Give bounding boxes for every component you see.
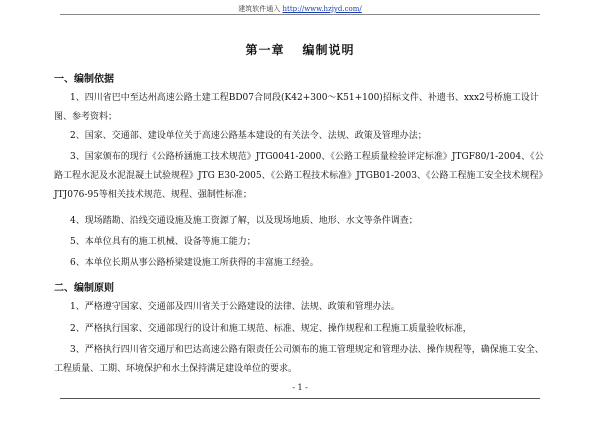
chapter-title <box>0 41 600 58</box>
basis-item-2: 2、国家、交通部、建设单位关于高速公路基本建设的有关法令、法规、政策及管理办法； <box>70 131 427 141</box>
principle-item-1: 1、严格遵守国家、交通部及四川省关于公路建设的法律、法规、政策和管理办法。 <box>70 302 400 312</box>
header-divider <box>60 14 540 15</box>
footer-divider <box>60 398 540 399</box>
section-heading-basis: 一、编制依据 <box>54 74 114 85</box>
basis-item-1: 1、四川省巴中至达州高速公路土建工程BD07合同段(K42+300～K51+100)招标文件、补遗书、xxx2号桥施工设计图、参考资料； <box>54 93 539 122</box>
header-text: 建筑软件通入 <box>238 5 281 13</box>
basis-item-4: 4、现场踏勘、沿线交通设施及施工资源了解，以及现场地质、地形、水文等条件调查； <box>70 216 418 226</box>
section-heading-principles: 二、编制原则 <box>54 283 114 294</box>
chapter-number: 第一章 <box>245 43 285 57</box>
basis-item-5: 5、本单位具有的施工机械、设备等施工能力； <box>70 237 256 247</box>
principle-item-2: 2、严格执行国家、交通部现行的设计和施工规范、标准、规定、操作规程和工程施工质量验收标准， <box>70 324 472 334</box>
chapter-name: 编制说明 <box>302 43 355 57</box>
basis-item-3: 3、国家颁布的现行《公路桥涵施工技术规范》JTG0041-2000、《公路工程质量检验评定标准》JTGF80/1-2004、《公路工程水泥及水泥混凝土试验规程》JTG E30-2005、《公路工程技术标准》JTGB01-2003、《公路工程施工安全技术规程》JTJ076-95等相关技术规范、规程、强制性标准； <box>54 152 544 200</box>
basis-item-6: 6、本单位长期从事公路桥梁建设施工所获得的丰富施工经验。 <box>70 258 319 268</box>
page-header <box>0 4 600 14</box>
header-url-link[interactable]: http://www.hzjyd.com/ <box>282 5 362 13</box>
page-number: - 1 - <box>292 383 308 392</box>
principle-item-3: 3、严格执行四川省交通厅和巴达高速公路有限责任公司颁布的施工管理规定和管理办法、操作规程等，确保施工安全、工程质量、工期、环境保护和水土保持满足建设单位的要求。 <box>54 345 544 374</box>
